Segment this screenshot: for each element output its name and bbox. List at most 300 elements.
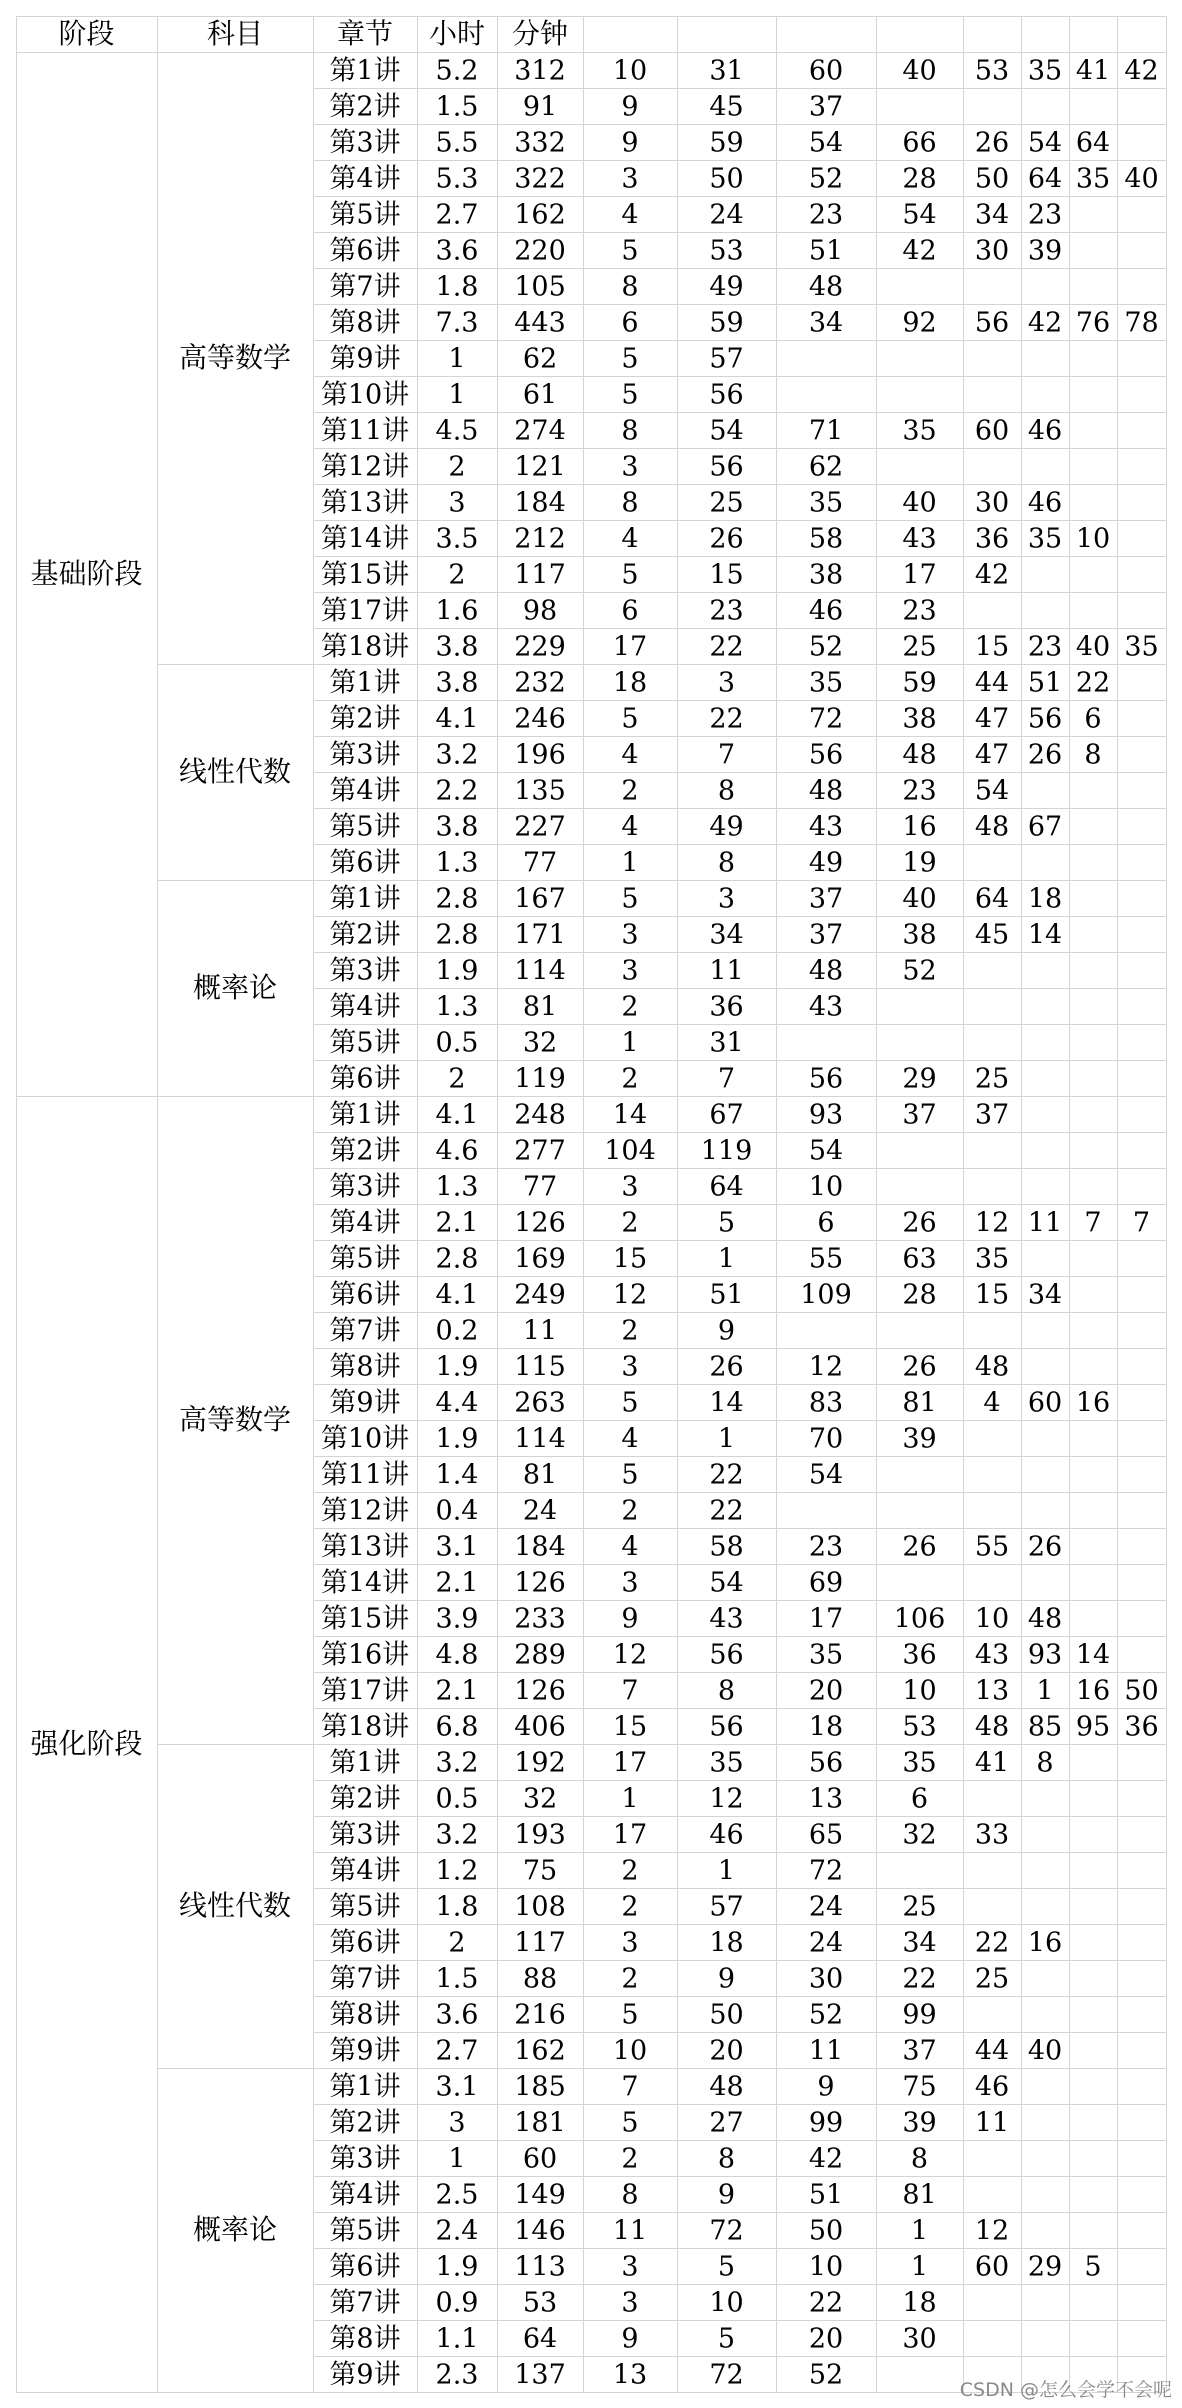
grid-vline	[776, 376, 777, 412]
grid-row-line	[313, 592, 1166, 593]
grid-row-line	[313, 520, 1166, 521]
grid-vline	[1069, 1744, 1070, 1780]
grid-vline	[1117, 2032, 1118, 2068]
grid-top	[16, 16, 1166, 17]
grid-vline	[497, 1168, 498, 1204]
grid-vline	[876, 1960, 877, 1996]
grid-vline	[497, 304, 498, 340]
table-cell: 5	[621, 1459, 639, 1491]
grid-vline	[776, 1816, 777, 1852]
grid-vline	[677, 1636, 678, 1672]
grid-vline	[1069, 916, 1070, 952]
grid-vline	[417, 376, 418, 412]
chapter-cell: 第18讲	[320, 631, 410, 663]
table-cell: 13	[612, 2359, 648, 2391]
grid-vline	[1069, 880, 1070, 916]
grid-vline	[583, 2356, 584, 2392]
grid-vline	[677, 1096, 678, 1132]
table-cell: 18	[1027, 883, 1063, 915]
grid-vline	[677, 2104, 678, 2140]
table-cell: 32	[522, 1783, 558, 1815]
grid-vline	[776, 1924, 777, 1960]
grid-vline	[1166, 484, 1167, 520]
table-cell: 3.1	[435, 1531, 479, 1563]
stage-label: 基础阶段	[30, 557, 143, 590]
grid-vline	[1021, 1528, 1022, 1564]
grid-vline	[677, 2068, 678, 2104]
table-cell: 24	[808, 1891, 844, 1923]
table-cell: 7.3	[435, 307, 479, 339]
grid-vline	[583, 520, 584, 556]
grid-vline	[1021, 1852, 1022, 1888]
grid-vline	[417, 988, 418, 1024]
table-cell: 61	[522, 379, 558, 411]
table-cell: 33	[974, 1819, 1010, 1851]
grid-vline	[497, 520, 498, 556]
grid-vline	[1166, 988, 1167, 1024]
table-cell: 48	[1027, 1603, 1063, 1635]
table-cell: 91	[522, 91, 558, 123]
grid-vline	[497, 1960, 498, 1996]
grid-vline	[583, 2284, 584, 2320]
grid-vline	[776, 412, 777, 448]
grid-vline	[497, 844, 498, 880]
grid-vline	[417, 1132, 418, 1168]
grid-vline	[1166, 448, 1167, 484]
grid-vline	[417, 916, 418, 952]
table-cell: 43	[808, 811, 844, 843]
stage-vline	[16, 1096, 17, 2392]
table-cell: 9	[817, 2071, 835, 2103]
grid-vline	[776, 2284, 777, 2320]
grid-vline	[776, 1096, 777, 1132]
grid-vline	[1117, 1924, 1118, 1960]
table-cell: 56	[974, 307, 1010, 339]
grid-vline	[1069, 52, 1070, 88]
grid-vline	[963, 2068, 964, 2104]
grid-vline	[583, 1312, 584, 1348]
table-cell: 5	[621, 559, 639, 591]
grid-vline	[1117, 340, 1118, 376]
table-cell: 2	[621, 1063, 639, 1095]
table-cell: 1.8	[435, 1891, 479, 1923]
grid-vline	[417, 232, 418, 268]
table-cell: 49	[808, 847, 844, 879]
grid-vline	[497, 124, 498, 160]
table-cell: 16	[1075, 1675, 1111, 1707]
grid-vline	[1069, 1960, 1070, 1996]
grid-vline	[876, 2320, 877, 2356]
grid-vline	[963, 268, 964, 304]
grid-row-line	[313, 1240, 1166, 1241]
grid-vline	[1021, 700, 1022, 736]
grid-vline	[583, 664, 584, 700]
table-cell: 119	[700, 1135, 753, 1167]
grid-row-line	[313, 340, 1166, 341]
grid-vline	[776, 1384, 777, 1420]
table-cell: 47	[974, 703, 1010, 735]
grid-vline	[1166, 2140, 1167, 2176]
grid-vline	[417, 1312, 418, 1348]
grid-vline	[313, 2032, 314, 2068]
grid-vline	[1069, 2140, 1070, 2176]
grid-vline	[876, 2248, 877, 2284]
table-cell: 93	[1027, 1639, 1063, 1671]
table-cell: 54	[808, 1459, 844, 1491]
grid-row-line	[313, 2320, 1166, 2321]
grid-vline	[497, 1348, 498, 1384]
grid-vline	[497, 2140, 498, 2176]
grid-vline	[417, 1060, 418, 1096]
subject-label: 线性代数	[178, 1889, 292, 1922]
table-cell: 42	[808, 2143, 844, 2175]
table-cell: 443	[514, 307, 566, 339]
grid-vline	[313, 2140, 314, 2176]
grid-vline	[313, 1060, 314, 1096]
table-cell: 7	[717, 1063, 736, 1095]
grid-vline	[963, 736, 964, 772]
grid-vline	[417, 1636, 418, 1672]
grid-vline	[876, 844, 877, 880]
grid-row-line	[313, 2140, 1166, 2141]
table-cell: 56	[709, 451, 744, 483]
grid-vline	[1117, 1276, 1118, 1312]
grid-vline	[677, 772, 678, 808]
grid-row-line	[313, 2104, 1166, 2105]
grid-vline	[776, 556, 777, 592]
table-cell: 5	[621, 235, 639, 267]
chapter-cell: 第6讲	[329, 1063, 401, 1095]
grid-row-line	[313, 1204, 1166, 1205]
grid-vline	[776, 2248, 777, 2284]
table-cell: 2.1	[435, 1207, 479, 1239]
subject-divider	[157, 1096, 313, 1097]
grid-vline	[1117, 1852, 1118, 1888]
grid-vline	[313, 880, 314, 916]
grid-vline	[876, 952, 877, 988]
grid-vline	[776, 1168, 777, 1204]
grid-vline	[313, 1888, 314, 1924]
grid-vline	[677, 592, 678, 628]
grid-vline	[963, 1960, 964, 1996]
grid-vline	[1166, 808, 1167, 844]
grid-vline	[1069, 2032, 1070, 2068]
grid-row-line	[313, 664, 1166, 665]
grid-vline	[417, 2212, 418, 2248]
chapter-cell: 第5讲	[329, 1891, 401, 1923]
grid-header-vline	[157, 16, 158, 52]
grid-vline	[876, 1996, 877, 2032]
table-cell: 59	[709, 127, 744, 159]
grid-vline	[1166, 1492, 1167, 1528]
chapter-cell: 第2讲	[329, 1135, 401, 1167]
grid-vline	[876, 700, 877, 736]
grid-vline	[1117, 1672, 1118, 1708]
grid-vline	[583, 1960, 584, 1996]
table-cell: 72	[808, 703, 844, 735]
table-cell: 3.2	[435, 739, 479, 771]
grid-vline	[1166, 2032, 1167, 2068]
grid-vline	[876, 52, 877, 88]
grid-vline	[313, 2104, 314, 2140]
grid-row-line	[313, 736, 1166, 737]
grid-vline	[313, 268, 314, 304]
grid-vline	[1021, 772, 1022, 808]
grid-vline	[417, 1024, 418, 1060]
grid-vline	[313, 196, 314, 232]
grid-vline	[1021, 1816, 1022, 1852]
grid-vline	[1069, 2212, 1070, 2248]
grid-vline	[677, 1708, 678, 1744]
table-cell: 2.7	[435, 2035, 479, 2067]
table-cell: 263	[514, 1387, 566, 1419]
table-cell: 2	[448, 451, 466, 483]
grid-vline	[417, 340, 418, 376]
table-cell: 35	[902, 1747, 937, 1779]
table-cell: 16	[902, 811, 937, 843]
grid-vline	[876, 1024, 877, 1060]
grid-vline	[1117, 1096, 1118, 1132]
chapter-cell: 第8讲	[329, 307, 401, 339]
chapter-cell: 第2讲	[329, 91, 401, 123]
table-cell: 322	[514, 163, 566, 195]
grid-vline	[583, 808, 584, 844]
grid-vline	[417, 1492, 418, 1528]
table-cell: 54	[1027, 127, 1063, 159]
grid-vline	[963, 1888, 964, 1924]
grid-vline	[417, 1744, 418, 1780]
grid-vline	[497, 484, 498, 520]
table-cell: 48	[974, 1711, 1010, 1743]
grid-vline	[963, 916, 964, 952]
grid-vline	[776, 2104, 777, 2140]
table-cell: 24	[808, 1927, 844, 1959]
grid-vline	[313, 916, 314, 952]
table-cell: 3.8	[435, 667, 479, 699]
grid-vline	[677, 2212, 678, 2248]
grid-vline	[1021, 1564, 1022, 1600]
chapter-cell: 第18讲	[320, 1711, 410, 1743]
table-cell: 9	[717, 2179, 736, 2211]
header-cell: 科目	[206, 17, 264, 50]
grid-row-line	[313, 2212, 1166, 2213]
grid-vline	[1021, 880, 1022, 916]
table-cell: 26	[902, 1531, 937, 1563]
table-cell: 135	[514, 775, 566, 807]
grid-vline	[776, 448, 777, 484]
table-cell: 6	[621, 595, 639, 627]
table-cell: 66	[902, 127, 937, 159]
table-cell: 54	[709, 1567, 744, 1599]
grid-vline	[583, 1024, 584, 1060]
chapter-cell: 第4讲	[329, 775, 401, 807]
grid-row-line	[313, 1420, 1166, 1421]
table-cell: 216	[514, 1999, 566, 2031]
table-cell: 9	[621, 2323, 639, 2355]
table-cell: 40	[1027, 2035, 1063, 2067]
grid-vline	[963, 1780, 964, 1816]
table-cell: 3	[621, 1351, 639, 1383]
grid-vline	[1021, 2104, 1022, 2140]
table-cell: 212	[514, 523, 566, 555]
grid-vline	[313, 664, 314, 700]
grid-row-line	[313, 1456, 1166, 1457]
grid-vline	[313, 484, 314, 520]
grid-vline	[583, 2140, 584, 2176]
table-cell: 3.8	[435, 631, 479, 663]
grid-vline	[876, 2032, 877, 2068]
grid-vline	[1117, 2068, 1118, 2104]
table-cell: 10	[902, 1675, 937, 1707]
grid-vline	[497, 1744, 498, 1780]
table-cell: 1	[621, 847, 639, 879]
grid-vline	[1166, 2104, 1167, 2140]
grid-vline	[583, 952, 584, 988]
grid-vline	[677, 736, 678, 772]
table-cell: 25	[974, 1963, 1010, 1995]
table-cell: 2	[621, 1495, 639, 1527]
table-cell: 81	[522, 1459, 558, 1491]
table-cell: 2	[621, 1855, 639, 1887]
chapter-cell: 第7讲	[329, 271, 401, 303]
table-cell: 169	[514, 1243, 566, 1275]
grid-vline	[1021, 1240, 1022, 1276]
grid-vline	[776, 988, 777, 1024]
table-cell: 40	[902, 55, 937, 87]
table-cell: 4	[621, 1531, 639, 1563]
grid-vline	[1166, 1096, 1167, 1132]
grid-vline	[677, 2320, 678, 2356]
table-cell: 95	[1075, 1711, 1111, 1743]
table-cell: 126	[514, 1207, 566, 1239]
table-cell: 37	[808, 883, 844, 915]
grid-vline	[313, 2068, 314, 2104]
grid-vline	[1021, 2140, 1022, 2176]
grid-vline	[583, 1348, 584, 1384]
grid-vline	[677, 1456, 678, 1492]
grid-header-vline	[963, 16, 964, 52]
grid-vline	[1069, 1240, 1070, 1276]
table-cell: 1.9	[435, 1423, 479, 1455]
grid-vline	[497, 52, 498, 88]
grid-vline	[776, 1276, 777, 1312]
grid-vline	[583, 772, 584, 808]
chapter-cell: 第5讲	[329, 199, 401, 231]
grid-vline	[1166, 1456, 1167, 1492]
grid-vline	[776, 1456, 777, 1492]
table-cell: 126	[514, 1567, 566, 1599]
grid-vline	[1166, 2212, 1167, 2248]
grid-vline	[313, 124, 314, 160]
grid-vline	[1069, 376, 1070, 412]
table-cell: 3.2	[435, 1819, 479, 1851]
grid-vline	[313, 304, 314, 340]
grid-vline	[583, 2068, 584, 2104]
chapter-cell: 第6讲	[329, 1279, 401, 1311]
table-cell: 6	[817, 1207, 835, 1239]
grid-vline	[876, 232, 877, 268]
grid-vline	[1166, 736, 1167, 772]
table-cell: 26	[1027, 739, 1063, 771]
subject-label: 概率论	[192, 2213, 278, 2246]
grid-vline	[776, 1960, 777, 1996]
grid-vline	[583, 376, 584, 412]
grid-vline	[776, 52, 777, 88]
grid-vline	[1166, 1888, 1167, 1924]
grid-row-line	[313, 2176, 1166, 2177]
grid-vline	[876, 1672, 877, 1708]
grid-row-line	[313, 2284, 1166, 2285]
table-cell: 35	[1027, 55, 1063, 87]
table-cell: 71	[808, 415, 844, 447]
table-cell: 3.1	[435, 2071, 479, 2103]
grid-vline	[497, 2356, 498, 2392]
grid-vline	[1117, 844, 1118, 880]
grid-vline	[1021, 2176, 1022, 2212]
grid-vline	[497, 2104, 498, 2140]
table-cell: 108	[514, 1891, 566, 1923]
grid-vline	[776, 2212, 777, 2248]
grid-vline	[776, 1240, 777, 1276]
grid-vline	[876, 1528, 877, 1564]
grid-vline	[313, 2284, 314, 2320]
grid-vline	[776, 1636, 777, 1672]
grid-vline	[1166, 1240, 1167, 1276]
table-cell: 32	[902, 1819, 937, 1851]
grid-vline	[1069, 700, 1070, 736]
table-cell: 4.4	[435, 1387, 479, 1419]
table-cell: 9	[621, 1603, 639, 1635]
grid-vline	[583, 1096, 584, 1132]
grid-vline	[963, 1852, 964, 1888]
grid-vline	[776, 232, 777, 268]
table-cell: 78	[1124, 307, 1159, 339]
grid-vline	[1117, 1420, 1118, 1456]
grid-vline	[963, 2212, 964, 2248]
grid-vline	[1021, 916, 1022, 952]
table-cell: 54	[808, 127, 844, 159]
grid-vline	[497, 2284, 498, 2320]
table-cell: 1	[910, 2215, 929, 2247]
grid-vline	[963, 196, 964, 232]
grid-vline	[677, 2284, 678, 2320]
table-cell: 2.8	[435, 919, 479, 951]
table-cell: 2	[621, 1207, 639, 1239]
grid-vline	[583, 2320, 584, 2356]
grid-vline	[776, 1312, 777, 1348]
grid-vline	[313, 1204, 314, 1240]
table-cell: 54	[974, 775, 1010, 807]
grid-vline	[1069, 1420, 1070, 1456]
grid-header-vline	[876, 16, 877, 52]
chapter-cell: 第10讲	[320, 379, 410, 411]
grid-vline	[677, 232, 678, 268]
table-cell: 2.8	[435, 883, 479, 915]
table-cell: 65	[808, 1819, 844, 1851]
table-cell: 93	[808, 1099, 844, 1131]
grid-vline	[417, 1708, 418, 1744]
table-cell: 35	[709, 1747, 744, 1779]
grid-vline	[963, 592, 964, 628]
grid-vline	[1117, 2140, 1118, 2176]
table-cell: 113	[514, 2251, 566, 2283]
grid-row-line	[313, 808, 1166, 809]
chapter-cell: 第5讲	[329, 2215, 401, 2247]
grid-vline	[1069, 160, 1070, 196]
table-cell: 10	[808, 2251, 844, 2283]
grid-vline	[1166, 1708, 1167, 1744]
grid-vline	[583, 268, 584, 304]
